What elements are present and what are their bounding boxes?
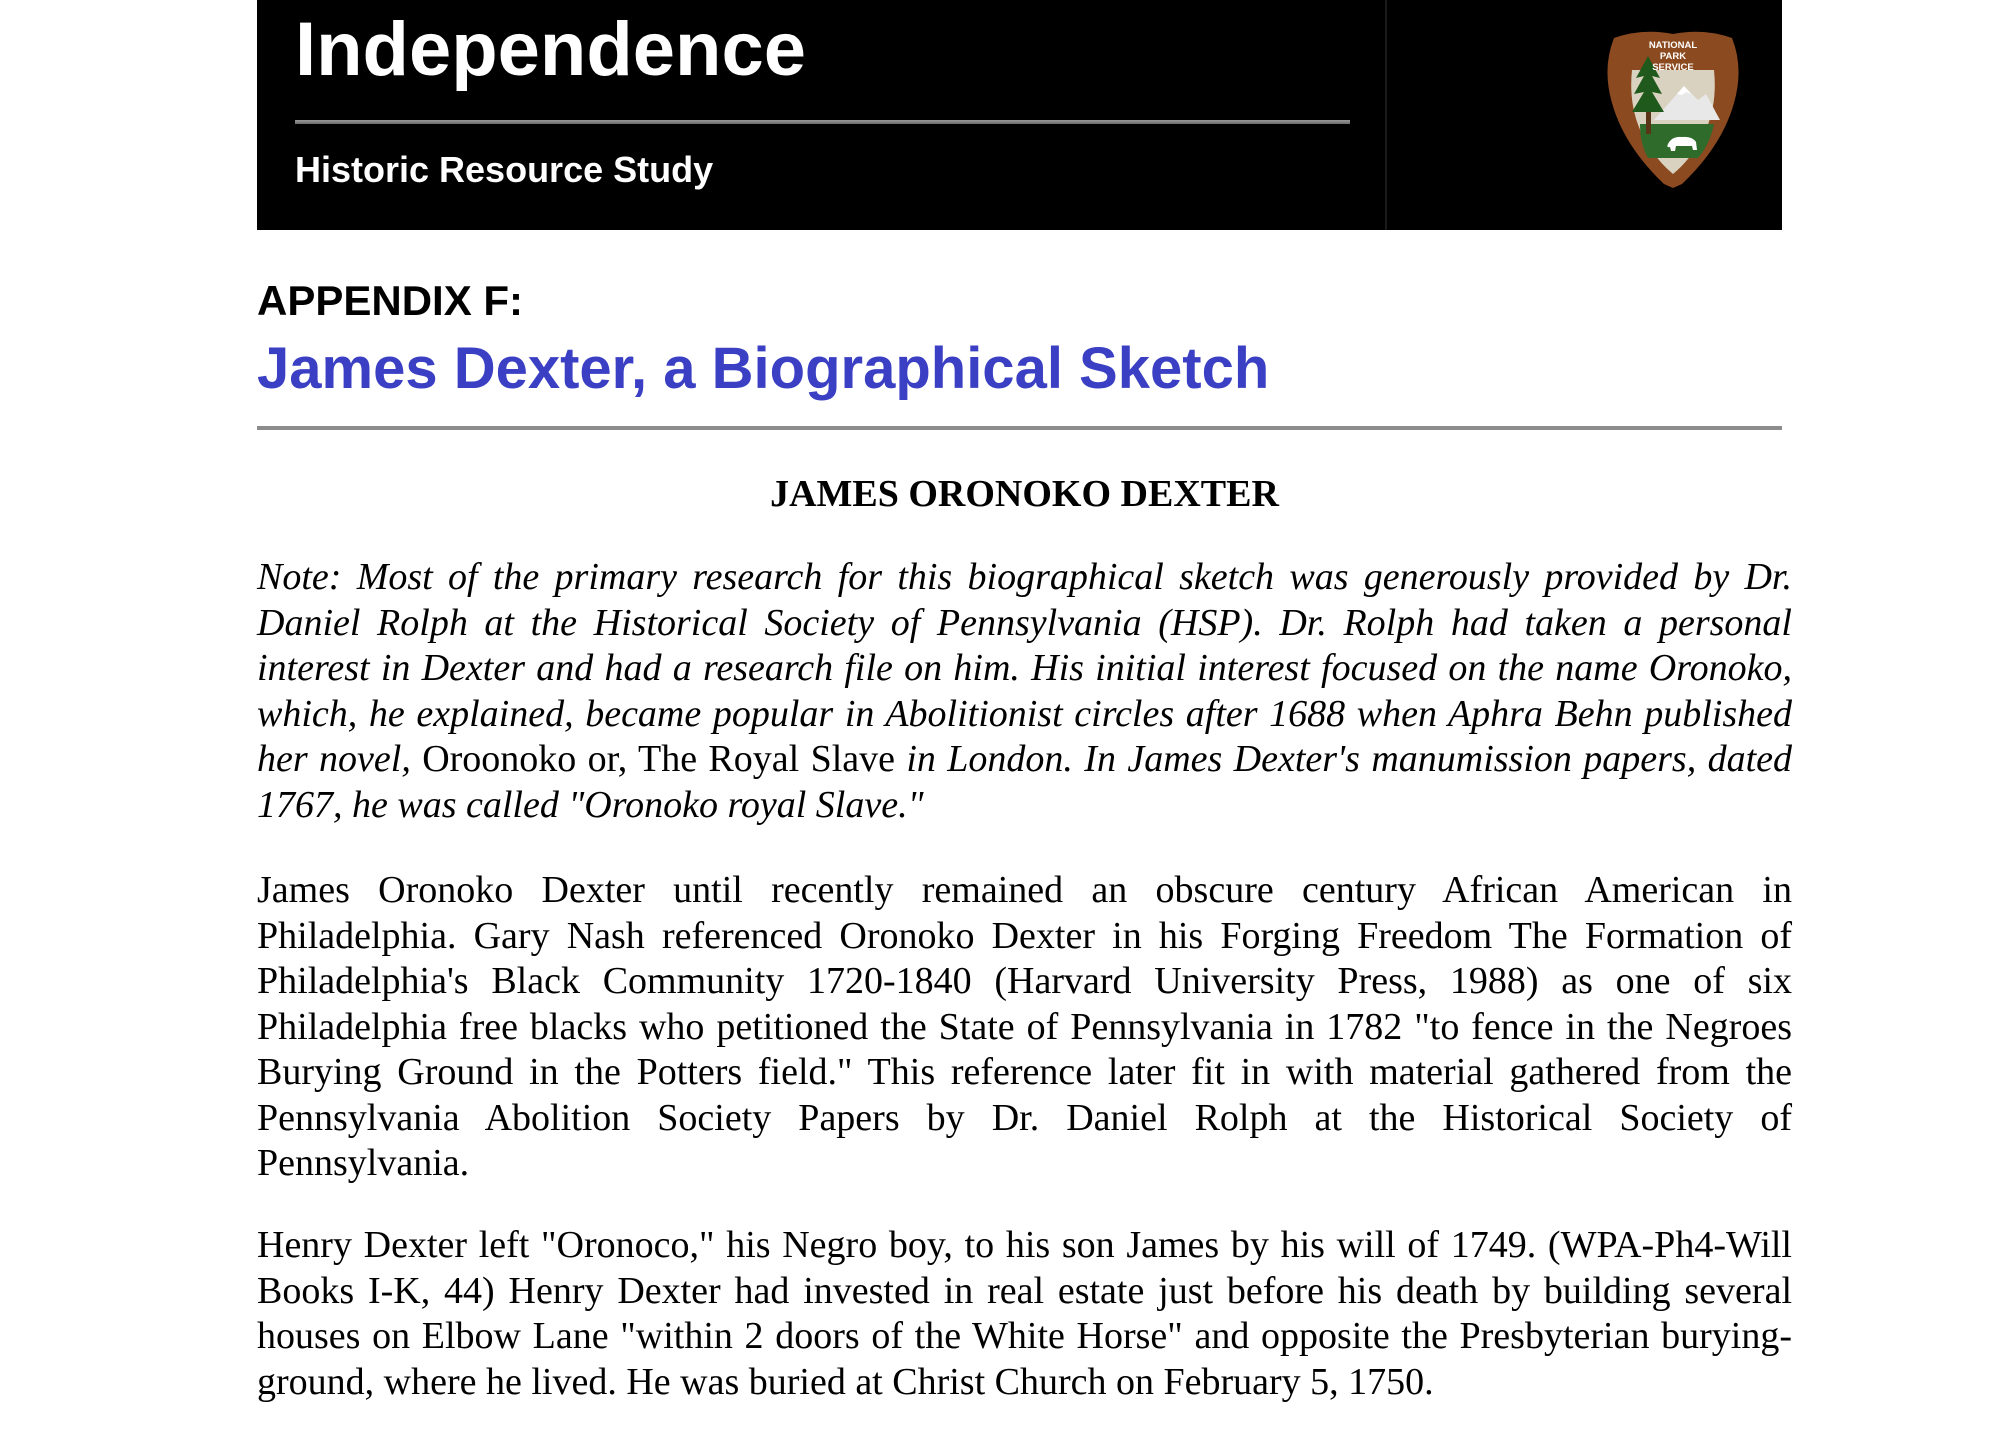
appendix-title: James Dexter, a Biographical Sketch: [257, 336, 1270, 401]
nps-arrowhead-icon: [1602, 28, 1744, 188]
heading-divider: [257, 426, 1782, 430]
section-heading: JAMES ORONOKO DEXTER: [770, 473, 1279, 515]
body-paragraph-2: Henry Dexter left "Oronoco," his Negro boy, to his son James by his will of 1749. (WPA-Ph4-Will Books I-K, 44) Henry Dexter had invested in real estate just before his death by building several houses on Elbow Lane "within 2 doors of the White Horse" and opposite the Presbyterian burying-ground, where he lived. He was buried at Christ Church on February 5, 1750.: [257, 1224, 1792, 1403]
banner-title: Independence: [295, 7, 806, 92]
note-text-part1: Note: Most of the primary research for this biographical sketch was generously provided by Dr. Daniel Rolph at the Historical Society of Pennsylvania (HSP). Dr. Rolph had taken a personal interest in Dexter and had a research file on him. His initial interest focused on the name Oronoko, which, he explained, became popular in Abolitionist circles after 1688 when Aphra Behn published her novel,: [257, 556, 1792, 780]
body-paragraph-1: James Oronoko Dexter until recently remained an obscure century African American in Philadelphia. Gary Nash referenced Oronoko Dexter in his Forging Freedom The Formation of Philadelphia's Black Community 1720-1840 (Harvard University Press, 1988) as one of six Philadelphia free blacks who petitioned the State of Pennsylvania in 1782 "to fence in the Negroes Burying Ground in the Potters field." This reference later fit in with material gathered from the Pennsylvania Abolition Society Papers by Dr. Daniel Rolph at the Historical Society of Pennsylvania.: [257, 869, 1792, 1184]
header-banner: [257, 0, 1782, 230]
logo-text-service: SERVICE: [1652, 62, 1694, 73]
logo-text-park: PARK: [1659, 51, 1687, 62]
note-text-part2: in London. In James Dexter's manumission papers, dated 1767, he was called "Oronoko royal Slave.": [257, 738, 1793, 826]
note-book-title: Oroonoko or, The Royal Slave: [422, 738, 895, 780]
banner-column-divider: [1385, 0, 1387, 230]
banner-subtitle: Historic Resource Study: [295, 149, 714, 190]
banner-divider-line: [295, 120, 1350, 124]
logo-text-national: NATIONAL: [1648, 40, 1698, 51]
appendix-label: APPENDIX F:: [257, 277, 524, 324]
document-page: [257, 0, 1797, 1403]
note-paragraph: [257, 555, 1792, 828]
